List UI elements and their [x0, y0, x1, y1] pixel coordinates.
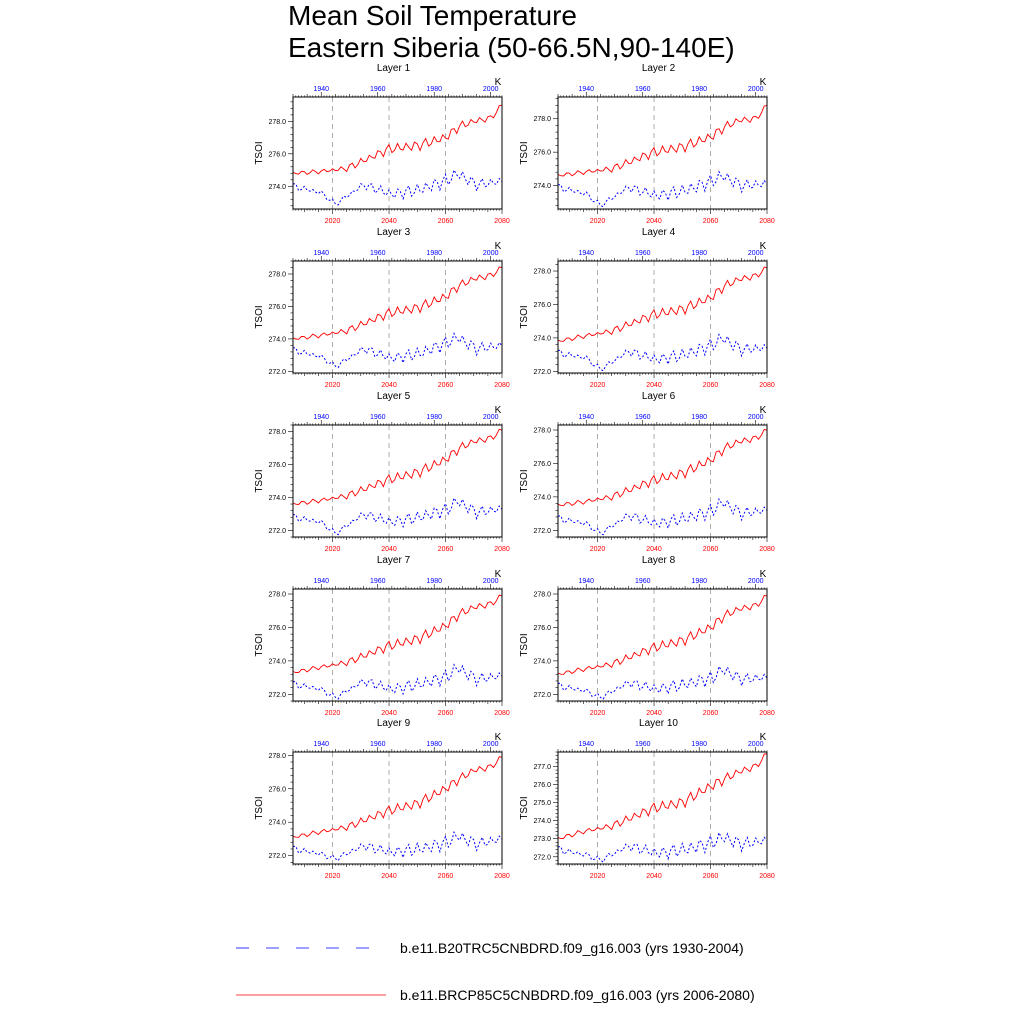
x-tick-label-top: 1940	[578, 86, 595, 93]
series-historical-line	[293, 498, 502, 535]
x-tick-label-bottom: 2040	[381, 710, 397, 717]
x-tick-label-top: 1940	[313, 250, 330, 257]
panel-1	[254, 63, 510, 225]
x-tick-label-bottom: 2020	[324, 382, 341, 389]
y-tick-label: 273.0	[533, 836, 551, 844]
x-tick-label-bottom: 2080	[759, 873, 775, 880]
y-tick-label: 274.0	[533, 494, 551, 502]
x-tick-label-bottom: 2080	[759, 218, 775, 225]
x-tick-label-bottom: 2060	[702, 546, 719, 553]
series-historical-line	[558, 335, 767, 371]
panel-title: Layer 9	[376, 718, 411, 729]
series-projection-line	[293, 267, 502, 339]
y-tick-label: 275.0	[533, 800, 551, 808]
y-tick-label: 272.0	[268, 853, 286, 861]
x-tick-label-top: 2000	[747, 250, 764, 257]
series-projection-line	[293, 595, 502, 673]
x-tick-label-bottom: 2020	[324, 218, 341, 225]
x-tick-label-top: 1980	[426, 414, 443, 421]
x-tick-label-bottom: 2020	[589, 873, 606, 880]
series-historical-line	[558, 499, 767, 535]
legend-label-historical: b.e11.B20TRC5CNBDRD.f09_g16.003 (yrs 1930-2004)	[400, 940, 744, 956]
panel-10	[519, 718, 775, 880]
y-tick-label: 278.0	[533, 591, 551, 599]
x-tick-label-bottom: 2040	[646, 710, 662, 717]
panel-title: Layer 10	[639, 718, 678, 729]
x-tick-label-bottom: 2020	[589, 710, 606, 717]
units-label: K	[494, 732, 502, 743]
y-tick-label: 272.0	[268, 691, 286, 699]
y-axis-label: TSOI	[254, 469, 265, 493]
x-tick-label-bottom: 2040	[646, 382, 662, 389]
panel-4	[519, 227, 775, 389]
x-tick-label-top: 1940	[313, 86, 330, 93]
x-tick-label-bottom: 2040	[646, 873, 662, 880]
panel-3	[254, 227, 510, 389]
x-tick-label-bottom: 2040	[381, 218, 397, 225]
series-historical-line	[293, 665, 502, 699]
y-axis-label: TSOI	[519, 141, 530, 165]
units-label: K	[759, 732, 767, 743]
y-tick-label: 276.0	[533, 149, 551, 157]
units-label: K	[494, 405, 502, 416]
series-projection-line	[293, 757, 502, 838]
x-tick-label-top: 2000	[482, 578, 499, 585]
x-tick-label-top: 1980	[426, 578, 443, 585]
y-axis-label: TSOI	[519, 633, 530, 657]
series-historical-line	[293, 832, 502, 860]
series-projection-line	[293, 105, 502, 174]
x-tick-label-top: 2000	[482, 741, 499, 748]
y-tick-label: 274.0	[268, 183, 286, 191]
x-tick-label-top: 1940	[578, 414, 595, 421]
y-tick-label: 272.0	[268, 368, 286, 376]
y-tick-label: 278.0	[533, 116, 551, 124]
y-tick-label: 272.0	[533, 854, 551, 862]
x-tick-label-bottom: 2020	[589, 218, 606, 225]
units-label: K	[494, 241, 502, 252]
chart-title-line-1: Mean Soil Temperature	[288, 0, 577, 31]
x-tick-label-top: 1960	[369, 741, 386, 748]
x-tick-label-bottom: 2060	[437, 546, 454, 553]
x-tick-label-top: 2000	[482, 86, 499, 93]
y-tick-label: 274.0	[533, 335, 551, 343]
panel-9	[254, 718, 510, 880]
x-tick-label-top: 1940	[313, 414, 330, 421]
units-label: K	[494, 569, 502, 580]
panel-8	[519, 555, 775, 717]
panel-2	[519, 63, 775, 225]
x-tick-label-bottom: 2040	[381, 546, 397, 553]
x-tick-label-top: 1980	[691, 86, 708, 93]
panel-title: Layer 7	[376, 555, 411, 566]
y-axis-label: TSOI	[519, 469, 530, 493]
y-tick-label: 278.0	[268, 271, 286, 279]
x-tick-label-bottom: 2060	[702, 382, 719, 389]
x-tick-label-bottom: 2060	[702, 710, 719, 717]
y-tick-label: 276.0	[268, 151, 286, 159]
x-tick-label-top: 1960	[369, 414, 386, 421]
y-axis-label: TSOI	[254, 633, 265, 657]
y-tick-label: 278.0	[533, 268, 551, 276]
x-tick-label-top: 2000	[747, 86, 764, 93]
x-tick-label-top: 1980	[691, 250, 708, 257]
x-tick-label-top: 1960	[634, 414, 651, 421]
y-tick-label: 274.0	[268, 819, 286, 827]
y-tick-label: 277.0	[533, 763, 551, 771]
y-tick-label: 278.0	[268, 429, 286, 437]
y-tick-label: 276.0	[533, 460, 551, 468]
x-tick-label-bottom: 2040	[381, 382, 397, 389]
x-tick-label-top: 2000	[482, 414, 499, 421]
y-tick-label: 272.0	[533, 368, 551, 376]
y-tick-label: 272.0	[533, 527, 551, 535]
y-tick-label: 276.0	[268, 624, 286, 632]
x-tick-label-top: 1980	[691, 741, 708, 748]
x-tick-label-bottom: 2020	[589, 382, 606, 389]
y-tick-label: 274.0	[268, 336, 286, 344]
plot-frame	[293, 97, 502, 209]
units-label: K	[494, 77, 502, 88]
x-tick-label-bottom: 2080	[759, 546, 775, 553]
x-tick-label-top: 2000	[747, 741, 764, 748]
x-tick-label-bottom: 2020	[324, 710, 341, 717]
x-tick-label-bottom: 2080	[494, 218, 510, 225]
y-tick-label: 278.0	[268, 591, 286, 599]
x-tick-label-bottom: 2080	[759, 382, 775, 389]
plot-frame	[558, 752, 767, 864]
y-tick-label: 274.0	[268, 658, 286, 666]
y-tick-label: 274.0	[268, 494, 286, 502]
panel-title: Layer 8	[641, 555, 676, 566]
panel-title: Layer 1	[376, 63, 411, 74]
x-tick-label-top: 1960	[634, 741, 651, 748]
x-tick-label-top: 1980	[691, 414, 708, 421]
x-tick-label-bottom: 2040	[646, 218, 662, 225]
y-tick-label: 274.0	[533, 658, 551, 666]
y-tick-label: 276.0	[533, 624, 551, 632]
plot-frame	[558, 425, 767, 537]
x-tick-label-top: 2000	[747, 578, 764, 585]
panel-7	[254, 555, 510, 717]
x-tick-label-bottom: 2080	[494, 873, 510, 880]
x-tick-label-top: 1940	[313, 578, 330, 585]
x-tick-label-top: 1960	[634, 86, 651, 93]
series-projection-line	[558, 267, 767, 341]
series-projection-line	[558, 596, 767, 675]
units-label: K	[759, 569, 767, 580]
x-tick-label-top: 1980	[691, 578, 708, 585]
y-tick-label: 274.0	[533, 818, 551, 826]
x-tick-label-bottom: 2020	[589, 546, 606, 553]
x-tick-label-bottom: 2040	[646, 546, 662, 553]
y-tick-label: 272.0	[533, 691, 551, 699]
x-tick-label-top: 1960	[369, 578, 386, 585]
panel-title: Layer 6	[641, 391, 676, 402]
x-tick-label-bottom: 2040	[381, 873, 397, 880]
x-tick-label-top: 1940	[313, 741, 330, 748]
plot-frame	[558, 97, 767, 209]
panel-title: Layer 3	[376, 227, 411, 238]
legend-label-projection: b.e11.BRCP85C5CNBDRD.f09_g16.003 (yrs 2006-2080)	[400, 987, 755, 1003]
y-tick-label: 276.0	[533, 301, 551, 309]
x-tick-label-top: 2000	[482, 250, 499, 257]
units-label: K	[759, 241, 767, 252]
x-tick-label-top: 2000	[747, 414, 764, 421]
series-projection-line	[293, 429, 502, 504]
y-axis-label: TSOI	[254, 796, 265, 820]
y-tick-label: 276.0	[268, 303, 286, 311]
x-tick-label-top: 1960	[369, 250, 386, 257]
series-historical-line	[293, 334, 502, 368]
x-tick-label-top: 1940	[578, 250, 595, 257]
units-label: K	[759, 77, 767, 88]
panel-title: Layer 2	[641, 63, 676, 74]
x-tick-label-top: 1980	[426, 741, 443, 748]
x-tick-label-top: 1960	[634, 250, 651, 257]
panel-5	[254, 391, 510, 553]
x-tick-label-bottom: 2020	[324, 546, 341, 553]
panel-6	[519, 391, 775, 553]
series-projection-line	[558, 429, 767, 505]
y-tick-label: 276.0	[268, 462, 286, 470]
x-tick-label-bottom: 2060	[437, 218, 454, 225]
x-tick-label-top: 1960	[634, 578, 651, 585]
y-axis-label: TSOI	[254, 141, 265, 165]
series-historical-line	[558, 666, 767, 699]
y-axis-label: TSOI	[254, 305, 265, 329]
x-tick-label-bottom: 2080	[494, 382, 510, 389]
chart-title-line-2: Eastern Siberia (50-66.5N,90-140E)	[288, 32, 735, 63]
panel-title: Layer 4	[641, 227, 676, 238]
y-tick-label: 278.0	[268, 118, 286, 126]
y-tick-label: 278.0	[268, 752, 286, 760]
x-tick-label-top: 1980	[426, 250, 443, 257]
x-tick-label-top: 1980	[426, 86, 443, 93]
y-tick-label: 274.0	[533, 183, 551, 191]
x-tick-label-bottom: 2060	[702, 873, 719, 880]
series-historical-line	[558, 172, 767, 207]
series-projection-line	[558, 754, 767, 839]
y-tick-label: 276.0	[533, 782, 551, 790]
series-projection-line	[558, 106, 767, 176]
x-tick-label-top: 1960	[369, 86, 386, 93]
plot-frame	[293, 425, 502, 537]
y-tick-label: 276.0	[268, 786, 286, 794]
series-historical-line	[293, 170, 502, 205]
x-tick-label-top: 1940	[578, 741, 595, 748]
panel-title: Layer 5	[376, 391, 411, 402]
y-tick-label: 272.0	[268, 527, 286, 535]
x-tick-label-bottom: 2060	[437, 710, 454, 717]
y-axis-label: TSOI	[519, 796, 530, 820]
x-tick-label-bottom: 2080	[494, 546, 510, 553]
x-tick-label-bottom: 2060	[702, 218, 719, 225]
x-tick-label-top: 1940	[578, 578, 595, 585]
y-tick-label: 278.0	[533, 427, 551, 435]
series-historical-line	[558, 833, 767, 863]
x-tick-label-bottom: 2080	[759, 710, 775, 717]
x-tick-label-bottom: 2080	[494, 710, 510, 717]
y-axis-label: TSOI	[519, 305, 530, 329]
x-tick-label-bottom: 2020	[324, 873, 341, 880]
x-tick-label-bottom: 2060	[437, 873, 454, 880]
units-label: K	[759, 405, 767, 416]
x-tick-label-bottom: 2060	[437, 382, 454, 389]
